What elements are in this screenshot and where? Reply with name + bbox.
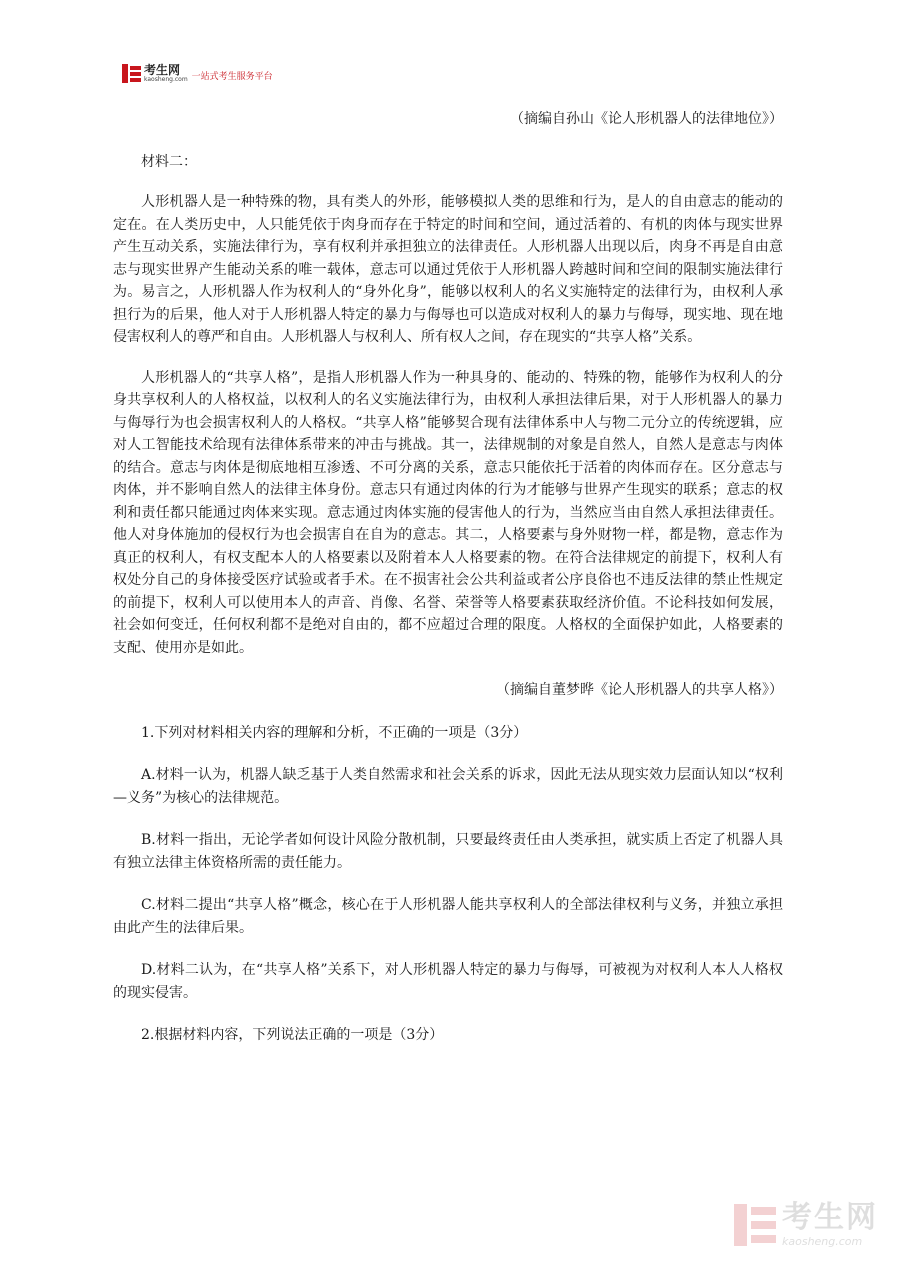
source-citation-1: （摘编自孙山《论人形机器人的法律地位》）: [510, 111, 783, 127]
logo-domain: kaosheng.com: [144, 75, 188, 83]
logo-slogan: 一站式考生服务平台: [191, 71, 273, 82]
site-logo: [122, 62, 273, 84]
question-1-option-b: B.材料一指出，无论学者如何设计风险分散机制，只要最终责任由人类承担，就实质上否定了机器人具有独立法律主体资格所需的责任能力。: [113, 832, 783, 871]
question-1-option-d: D.材料二认为，在“共享人格”关系下，对人形机器人特定的暴力与侮辱，可被视为对权利人本人人格权的现实侵害。: [113, 962, 783, 1001]
watermark-logo: [734, 1200, 878, 1248]
question-1-option-a: A.材料一认为，机器人缺乏基于人类自然需求和社会关系的诉求，因此无法从现实效力层面认知以“权利—义务”为核心的法律规范。: [113, 767, 783, 806]
source-citation-2: （摘编自董梦晔《论人形机器人的共享人格》）: [496, 682, 783, 698]
watermark-icon: [734, 1204, 776, 1246]
question-2: 2.根据材料内容，下列说法正确的一项是（3分）: [141, 1027, 444, 1043]
paragraph-2: 人形机器人的“共享人格”，是指人形机器人作为一种具身的、能动的、特殊的物，能够作为权利人的分身共享权利人的人格权益，以权利人的名义实施法律行为，由权利人承担法律后果，对于人形机器人的暴力与侮辱行为也会损害权利人的人格权。“共享人格”能够契合现有法律体系中人与物二元分立的传统逻辑，应对人工智能技术给现有法律体系带来的冲击与挑战。其一，法律规制的对象是自然人，自然人是意志与肉体的结合。意志与肉体是彻底地相互渗透、不可分离的关系，意志只能依托于活着的肉体而存在。区分意志与肉体，并不影响自然人的法律主体身份。意志只有通过肉体的行为才能够与世界产生现实的联系；意志的权利和责任都只能通过肉体来实现。意志通过肉体实施的侵害他人的行为，当然应当由自然人承担法律责任。他人对身体施加的侵权行为也会损害自在自为的意志。其二，人格要素与身外财物一样，都是物，意志作为真正的权利人，有权支配本人的人格要素以及附着本人人格要素的物。在符合法律规定的前提下，权利人有权处分自己的身体接受医疗试验或者手术。在不损害社会公共利益或者公序良俗也不违反法律的禁止性规定的前提下，权利人可以使用本人的声音、肖像、名誉、荣誉等人格要素获取经济价值。不论科技如何发展，社会如何变迁，任何权利都不是绝对自由的，都不应超过合理的限度。人格权的全面保护如此，人格要素的支配、使用亦是如此。: [113, 369, 783, 656]
question-1: 1.下列对材料相关内容的理解和分析，不正确的一项是（3分）: [141, 724, 528, 741]
material-2-heading: 材料二：: [141, 153, 197, 170]
watermark-name: 考生网: [782, 1200, 878, 1235]
watermark-domain: kaosheng.com: [782, 1235, 863, 1248]
paragraph-1: 人形机器人是一种特殊的物，具有类人的外形，能够模拟人类的思维和行为，是人的自由意志的能动的定在。在人类历史中，人只能凭依于肉身而存在于特定的时间和空间，通过活着的、有机的肉体与现实世界产生互动关系，实施法律行为，享有权利并承担独立的法律责任。人形机器人出现以后，肉身不再是自由意志与现实世界产生能动关系的唯一载体，意志可以通过凭依于人形机器人跨越时间和空间的限制实施法律行为。易言之，人形机器人作为权利人的“身外化身”，能够以权利人的名义实施特定的法律行为，由权利人承担行为的后果，他人对于人形机器人特定的暴力与侮辱也可以造成对权利人的暴力与侮辱，现实地、现在地侵害权利人的尊严和自由。人形机器人与权利人、所有权人之间，存在现实的“共享人格”关系。: [113, 194, 783, 345]
logo-icon: [122, 64, 141, 83]
document-body: [113, 108, 783, 1047]
question-1-option-c: C.材料二提出“共享人格”概念，核心在于人形机器人能共享权利人的全部法律权利与义务，并独立承担由此产生的法律后果。: [113, 897, 783, 936]
logo-name: 考生网: [144, 62, 181, 77]
